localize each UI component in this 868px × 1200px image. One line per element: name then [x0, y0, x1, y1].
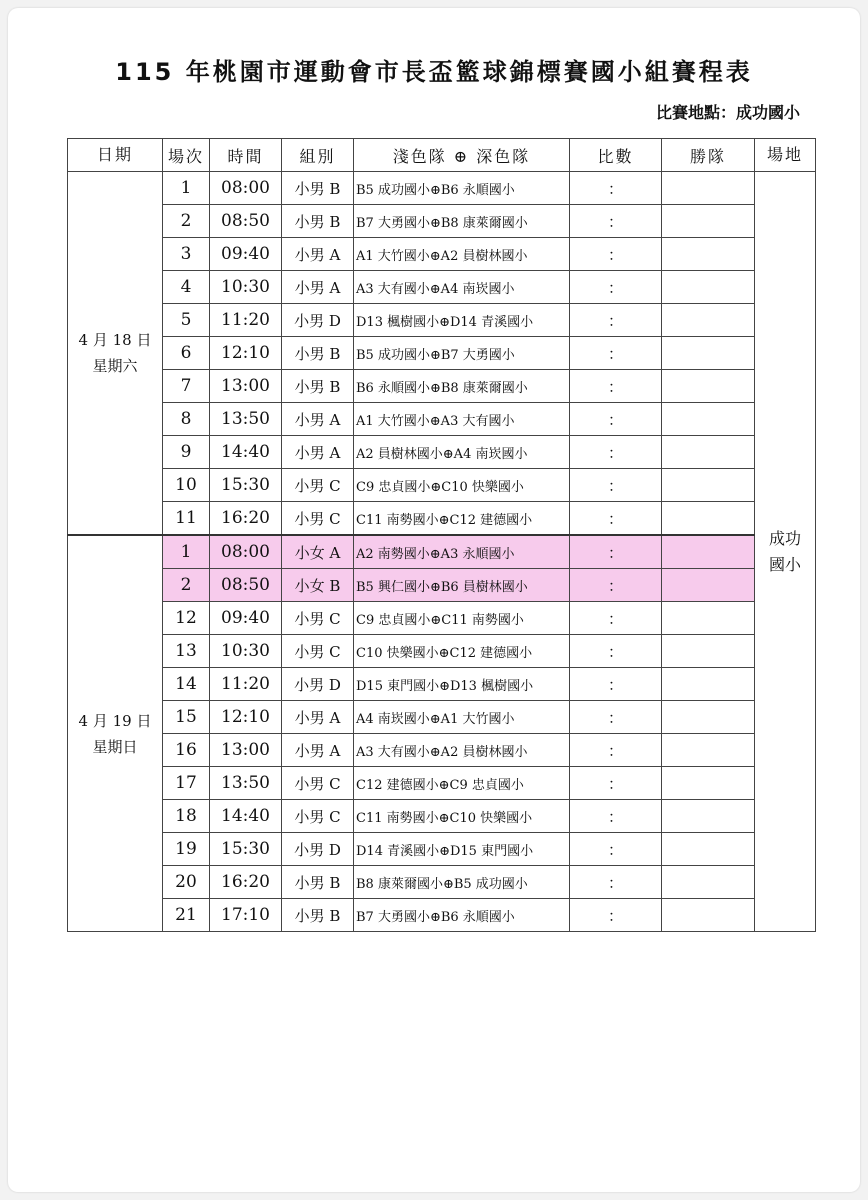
header-venue: 場地 [755, 139, 816, 172]
game-no-cell: 14 [163, 668, 210, 701]
time-cell: 13:00 [210, 370, 282, 403]
matchup-cell: B5 興仁國小⊕B6 員樹林國小 [354, 569, 570, 602]
winner-cell [662, 370, 755, 403]
date-cell [68, 535, 163, 932]
table-row [68, 800, 816, 833]
matchup-cell: A2 員樹林國小⊕A4 南崁國小 [354, 436, 570, 469]
time-cell: 11:20 [210, 668, 282, 701]
matchup-cell: B5 成功國小⊕B6 永順國小 [354, 172, 570, 205]
time-cell: 12:10 [210, 337, 282, 370]
header-winner: 勝隊 [662, 139, 755, 172]
table-row [68, 436, 816, 469]
matchup-cell: C9 忠貞國小⊕C10 快樂國小 [354, 469, 570, 502]
game-no-cell: 1 [163, 172, 210, 205]
time-cell: 13:50 [210, 767, 282, 800]
table-row [68, 304, 816, 337]
table-row [68, 172, 816, 205]
schedule-table [67, 138, 816, 932]
game-no-cell: 5 [163, 304, 210, 337]
game-no-cell: 20 [163, 866, 210, 899]
matchup-cell: D15 東門國小⊕D13 楓樹國小 [354, 668, 570, 701]
table-row [68, 205, 816, 238]
game-no-cell: 10 [163, 469, 210, 502]
game-no-cell: 12 [163, 602, 210, 635]
time-cell: 10:30 [210, 635, 282, 668]
winner-cell [662, 337, 755, 370]
score-cell: ： [570, 602, 662, 635]
score-cell: ： [570, 205, 662, 238]
weekday-text: 星期日 [92, 737, 138, 756]
game-no-cell: 17 [163, 767, 210, 800]
matchup-cell: D13 楓樹國小⊕D14 青溪國小 [354, 304, 570, 337]
score-cell: ： [570, 668, 662, 701]
matchup-cell: A2 南勢國小⊕A3 永順國小 [354, 535, 570, 569]
time-cell: 16:20 [210, 866, 282, 899]
venue-line: 比賽地點：成功國小 [655, 103, 800, 122]
group-cell: 小男 D [282, 668, 354, 701]
group-cell: 小男 C [282, 800, 354, 833]
schedule-body [68, 172, 816, 932]
matchup-cell: B7 大勇國小⊕B8 康萊爾國小 [354, 205, 570, 238]
group-cell: 小男 D [282, 833, 354, 866]
table-row [68, 271, 816, 304]
group-cell: 小男 C [282, 602, 354, 635]
matchup-cell: C9 忠貞國小⊕C11 南勢國小 [354, 602, 570, 635]
time-cell: 08:00 [210, 172, 282, 205]
winner-cell [662, 701, 755, 734]
time-cell: 08:50 [210, 569, 282, 602]
matchup-cell: B8 康萊爾國小⊕B5 成功國小 [354, 866, 570, 899]
group-cell: 小男 A [282, 271, 354, 304]
game-no-cell: 9 [163, 436, 210, 469]
game-no-cell: 19 [163, 833, 210, 866]
game-no-cell: 13 [163, 635, 210, 668]
winner-cell [662, 502, 755, 536]
header-time: 時間 [210, 139, 282, 172]
table-row [68, 734, 816, 767]
time-cell: 15:30 [210, 833, 282, 866]
score-cell: ： [570, 833, 662, 866]
header-teams: 淺色隊 ⊕ 深色隊 [354, 139, 570, 172]
score-cell: ： [570, 238, 662, 271]
table-row [68, 635, 816, 668]
score-cell: ： [570, 370, 662, 403]
group-cell: 小男 C [282, 469, 354, 502]
winner-cell [662, 304, 755, 337]
winner-cell [662, 833, 755, 866]
group-cell: 小女 B [282, 569, 354, 602]
winner-cell [662, 635, 755, 668]
time-cell: 09:40 [210, 238, 282, 271]
group-cell: 小男 A [282, 734, 354, 767]
game-no-cell: 3 [163, 238, 210, 271]
matchup-cell: A4 南崁國小⊕A1 大竹國小 [354, 701, 570, 734]
matchup-cell: A1 大竹國小⊕A2 員樹林國小 [354, 238, 570, 271]
venue-cell: 成功 國小 [755, 172, 816, 932]
page-title: 115 年桃園市運動會市長盃籃球錦標賽國小組賽程表 [115, 58, 753, 86]
winner-cell [662, 271, 755, 304]
winner-cell [662, 602, 755, 635]
matchup-cell: A3 大有國小⊕A2 員樹林國小 [354, 734, 570, 767]
score-cell: ： [570, 800, 662, 833]
game-no-cell: 6 [163, 337, 210, 370]
time-cell: 11:20 [210, 304, 282, 337]
game-no-cell: 15 [163, 701, 210, 734]
score-cell: ： [570, 172, 662, 205]
score-cell: ： [570, 866, 662, 899]
game-no-cell: 18 [163, 800, 210, 833]
date-text: 4 月 19 日 [78, 711, 152, 730]
game-no-cell: 8 [163, 403, 210, 436]
winner-cell [662, 535, 755, 569]
group-cell: 小男 B [282, 899, 354, 932]
table-row [68, 469, 816, 502]
score-cell: ： [570, 535, 662, 569]
score-cell: ： [570, 734, 662, 767]
table-row [68, 899, 816, 932]
date-text: 4 月 18 日 [78, 331, 152, 349]
game-no-cell: 7 [163, 370, 210, 403]
group-cell: 小男 B [282, 205, 354, 238]
score-cell: ： [570, 271, 662, 304]
group-cell: 小男 D [282, 304, 354, 337]
table-row [68, 569, 816, 602]
winner-cell [662, 205, 755, 238]
table-row [68, 238, 816, 271]
table-row [68, 602, 816, 635]
group-cell: 小女 A [282, 535, 354, 569]
group-cell: 小男 A [282, 701, 354, 734]
winner-cell [662, 436, 755, 469]
score-cell: ： [570, 899, 662, 932]
winner-cell [662, 172, 755, 205]
game-no-cell: 11 [163, 502, 210, 536]
table-row [68, 403, 816, 436]
time-cell: 09:40 [210, 602, 282, 635]
time-cell: 13:50 [210, 403, 282, 436]
game-no-cell: 21 [163, 899, 210, 932]
header-date: 日期 [68, 139, 163, 172]
winner-cell [662, 238, 755, 271]
time-cell: 10:30 [210, 271, 282, 304]
winner-cell [662, 734, 755, 767]
score-cell: ： [570, 569, 662, 602]
score-cell: ： [570, 635, 662, 668]
time-cell: 08:00 [210, 535, 282, 569]
time-cell: 15:30 [210, 469, 282, 502]
group-cell: 小男 C [282, 502, 354, 536]
score-cell: ： [570, 403, 662, 436]
date-cell [68, 172, 163, 536]
time-cell: 14:40 [210, 436, 282, 469]
table-row [68, 668, 816, 701]
time-cell: 12:10 [210, 701, 282, 734]
game-no-cell: 16 [163, 734, 210, 767]
winner-cell [662, 469, 755, 502]
matchup-cell: B7 大勇國小⊕B6 永順國小 [354, 899, 570, 932]
group-cell: 小男 C [282, 635, 354, 668]
score-cell: ： [570, 701, 662, 734]
matchup-cell: A1 大竹國小⊕A3 大有國小 [354, 403, 570, 436]
matchup-cell: B5 成功國小⊕B7 大勇國小 [354, 337, 570, 370]
matchup-cell: C10 快樂國小⊕C12 建德國小 [354, 635, 570, 668]
group-cell: 小男 B [282, 337, 354, 370]
time-cell: 08:50 [210, 205, 282, 238]
winner-cell [662, 899, 755, 932]
table-row [68, 833, 816, 866]
group-cell: 小男 A [282, 436, 354, 469]
winner-cell [662, 866, 755, 899]
score-cell: ： [570, 469, 662, 502]
group-cell: 小男 B [282, 172, 354, 205]
matchup-cell: C11 南勢國小⊕C12 建德國小 [354, 502, 570, 536]
time-cell: 14:40 [210, 800, 282, 833]
header-score: 比數 [570, 139, 662, 172]
group-cell: 小男 A [282, 403, 354, 436]
game-no-cell: 2 [163, 569, 210, 602]
matchup-cell: C11 南勢國小⊕C10 快樂國小 [354, 800, 570, 833]
table-row [68, 866, 816, 899]
score-cell: ： [570, 337, 662, 370]
table-row [68, 767, 816, 800]
table-row [68, 502, 816, 536]
matchup-cell: A3 大有國小⊕A4 南崁國小 [354, 271, 570, 304]
game-no-cell: 1 [163, 535, 210, 569]
game-no-cell: 4 [163, 271, 210, 304]
winner-cell [662, 569, 755, 602]
score-cell: ： [570, 436, 662, 469]
table-row [68, 535, 816, 569]
header-group: 組別 [282, 139, 354, 172]
group-cell: 小男 A [282, 238, 354, 271]
winner-cell [662, 800, 755, 833]
group-cell: 小男 C [282, 767, 354, 800]
score-cell: ： [570, 502, 662, 536]
table-row [68, 370, 816, 403]
winner-cell [662, 668, 755, 701]
table-row [68, 337, 816, 370]
time-cell: 16:20 [210, 502, 282, 536]
matchup-cell: B6 永順國小⊕B8 康萊爾國小 [354, 370, 570, 403]
time-cell: 13:00 [210, 734, 282, 767]
matchup-cell: C12 建德國小⊕C9 忠貞國小 [354, 767, 570, 800]
matchup-cell: D14 青溪國小⊕D15 東門國小 [354, 833, 570, 866]
winner-cell [662, 403, 755, 436]
score-cell: ： [570, 767, 662, 800]
group-cell: 小男 B [282, 370, 354, 403]
game-no-cell: 2 [163, 205, 210, 238]
time-cell: 17:10 [210, 899, 282, 932]
header-game-no: 場次 [163, 139, 210, 172]
winner-cell [662, 767, 755, 800]
score-cell: ： [570, 304, 662, 337]
header-row [68, 139, 816, 172]
table-row [68, 701, 816, 734]
group-cell: 小男 B [282, 866, 354, 899]
weekday-text: 星期六 [92, 357, 138, 375]
